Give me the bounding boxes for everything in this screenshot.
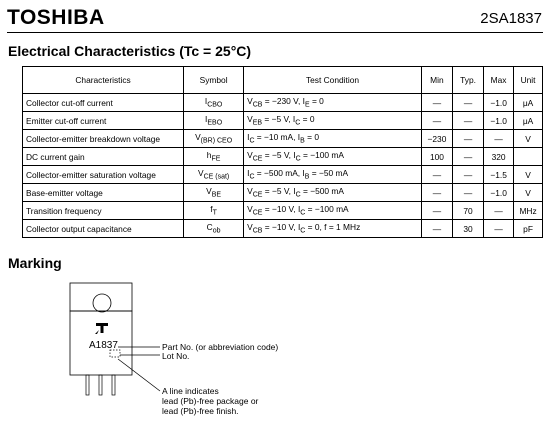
cell-min: — xyxy=(421,94,452,112)
device-code: A1837 xyxy=(89,340,118,351)
cell-max: — xyxy=(484,220,514,238)
cell-symbol: $C_{ob}$ xyxy=(184,220,244,238)
cell-characteristic: Collector-emitter saturation voltage xyxy=(23,166,184,184)
cell-test-condition: $I_C = -500$ mA, $I_B = -50$ mA xyxy=(244,166,422,184)
header-typ: Typ. xyxy=(452,67,483,94)
cell-test-condition: $V_{CE} = -5$ V, $I_C = -500$ mA xyxy=(244,184,422,202)
cell-max: −1.5 xyxy=(484,166,514,184)
cell-characteristic: Base-emitter voltage xyxy=(23,184,184,202)
cell-min: — xyxy=(421,166,452,184)
cell-unit: V xyxy=(514,130,543,148)
lead-left xyxy=(86,375,89,395)
cell-unit: V xyxy=(514,166,543,184)
cell-min: — xyxy=(421,220,452,238)
cell-typ: — xyxy=(452,112,483,130)
cell-symbol: $h_{FE}$ xyxy=(184,148,244,166)
header-max: Max xyxy=(484,67,514,94)
part-no-label: Part No. (or abbreviation code) xyxy=(162,342,279,352)
header-rule xyxy=(7,32,543,33)
cell-symbol: $V_{(BR) CEO}$ xyxy=(184,130,244,148)
part-number: 2SA1837 xyxy=(480,10,542,27)
table-row xyxy=(23,220,543,238)
cell-typ: 30 xyxy=(452,220,483,238)
cell-typ: — xyxy=(452,166,483,184)
package-tab xyxy=(70,283,132,311)
mounting-hole xyxy=(93,294,111,312)
header-min: Min xyxy=(421,67,452,94)
table-row xyxy=(23,130,543,148)
pbfree-note-line3: lead (Pb)-free finish. xyxy=(162,406,239,416)
lot-number-box xyxy=(110,350,120,357)
cell-test-condition: $V_{CE} = -5$ V, $I_C = -100$ mA xyxy=(244,148,422,166)
cell-unit xyxy=(514,148,543,166)
electrical-characteristics-title: Electrical Characteristics (Tc = 25°C) xyxy=(8,43,252,59)
header-characteristics: Characteristics xyxy=(23,67,184,94)
cell-symbol: $I_{CBO}$ xyxy=(184,94,244,112)
cell-max: −1.0 xyxy=(484,112,514,130)
cell-typ: — xyxy=(452,148,483,166)
table-row xyxy=(23,94,543,112)
cell-typ: — xyxy=(452,130,483,148)
table-row xyxy=(23,112,543,130)
cell-test-condition: $V_{CB} = -10$ V, $I_C = 0$, f = 1 MHz xyxy=(244,220,422,238)
cell-characteristic: Collector output capacitance xyxy=(23,220,184,238)
cell-characteristic: DC current gain xyxy=(23,148,184,166)
cell-characteristic: Transition frequency xyxy=(23,202,184,220)
cell-max: 320 xyxy=(484,148,514,166)
cell-max: — xyxy=(484,202,514,220)
cell-typ: 70 xyxy=(452,202,483,220)
cell-symbol: $V_{BE}$ xyxy=(184,184,244,202)
lead-right xyxy=(112,375,115,395)
table-row xyxy=(23,166,543,184)
cell-typ: — xyxy=(452,184,483,202)
cell-characteristic: Collector-emitter breakdown voltage xyxy=(23,130,184,148)
cell-test-condition: $V_{CB} = -230$ V, $I_E = 0$ xyxy=(244,94,422,112)
pbfree-note-line2: lead (Pb)-free package or xyxy=(162,396,259,406)
brand-logo: TOSHIBA xyxy=(7,6,105,29)
electrical-characteristics-table xyxy=(22,66,543,238)
lot-no-label: Lot No. xyxy=(162,351,190,361)
lead-center xyxy=(99,375,102,395)
header-symbol: Symbol xyxy=(184,67,244,94)
table-header-row xyxy=(23,67,543,94)
cell-max: — xyxy=(484,130,514,148)
cell-unit: μA xyxy=(514,112,543,130)
cell-symbol: $V_{CE (sat)}$ xyxy=(184,166,244,184)
header-test-condition: Test Condition xyxy=(244,67,422,94)
table-row xyxy=(23,184,543,202)
cell-max: −1.0 xyxy=(484,94,514,112)
cell-unit: MHz xyxy=(514,202,543,220)
cell-symbol: $I_{EBO}$ xyxy=(184,112,244,130)
cell-unit: V xyxy=(514,184,543,202)
cell-typ: — xyxy=(452,94,483,112)
table-row xyxy=(23,202,543,220)
table-row xyxy=(23,148,543,166)
pbfree-note-line1: A line indicates xyxy=(162,386,219,396)
cell-characteristic: Emitter cut-off current xyxy=(23,112,184,130)
cell-min: −230 xyxy=(421,130,452,148)
header-unit: Unit xyxy=(514,67,543,94)
cell-min: 100 xyxy=(421,148,452,166)
cell-test-condition: $V_{EB} = -5$ V, $I_C = 0$ xyxy=(244,112,422,130)
cell-test-condition: $V_{CE} = -10$ V, $I_C = -100$ mA xyxy=(244,202,422,220)
cell-min: — xyxy=(421,184,452,202)
cell-test-condition: $I_C = -10$ mA, $I_B = 0$ xyxy=(244,130,422,148)
cell-unit: μA xyxy=(514,94,543,112)
cell-unit: pF xyxy=(514,220,543,238)
cell-min: — xyxy=(421,202,452,220)
cell-characteristic: Collector cut-off current xyxy=(23,94,184,112)
cell-min: — xyxy=(421,112,452,130)
marking-title: Marking xyxy=(8,255,62,271)
cell-max: −1.0 xyxy=(484,184,514,202)
cell-symbol: $f_T$ xyxy=(184,202,244,220)
toshiba-logo-icon xyxy=(95,323,108,334)
